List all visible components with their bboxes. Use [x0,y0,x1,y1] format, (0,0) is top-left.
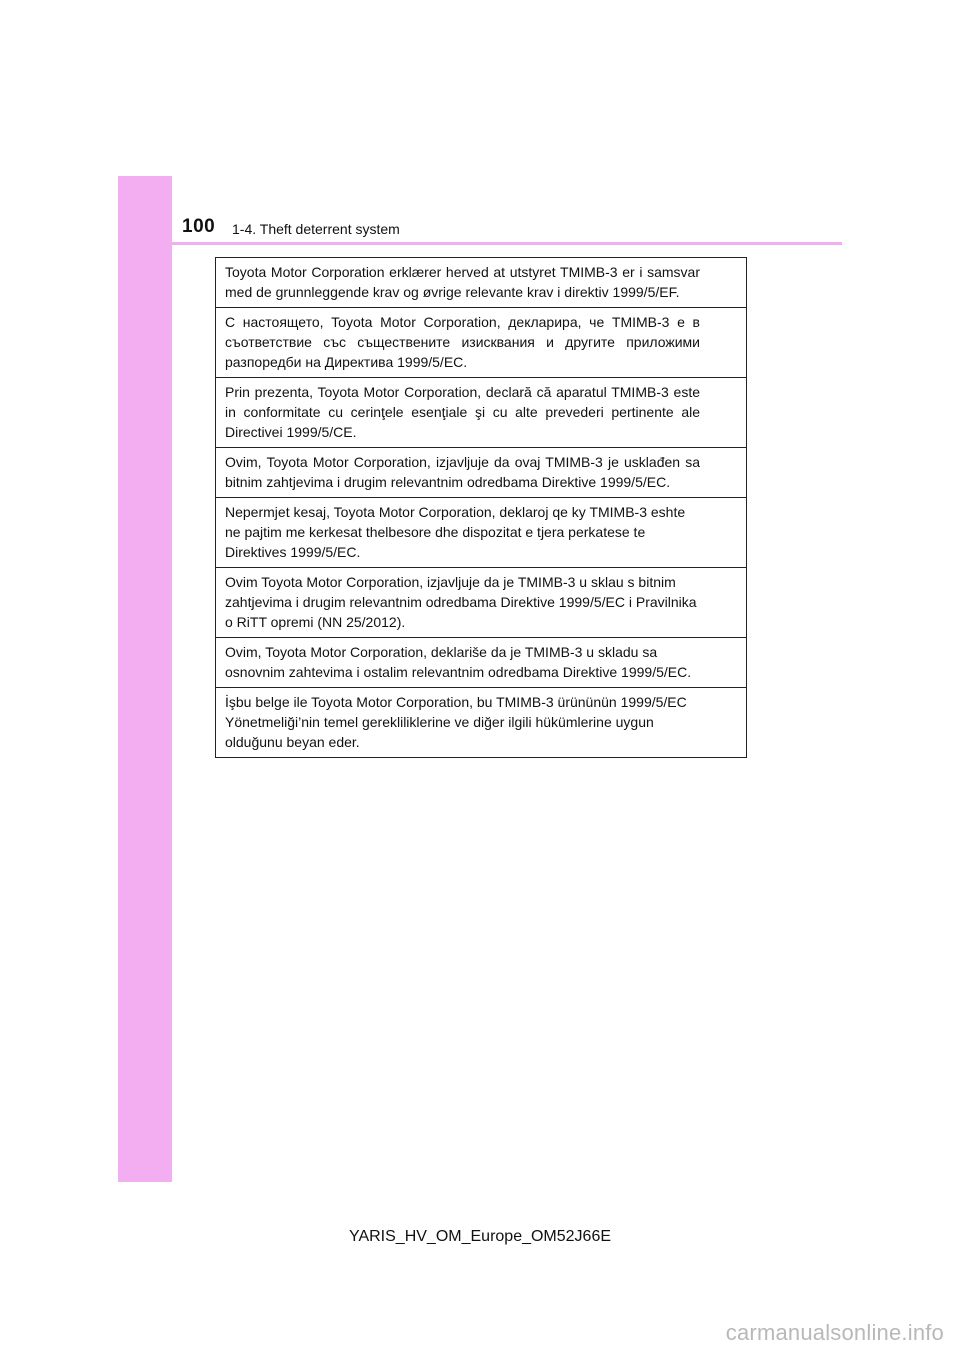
header-divider [172,242,842,245]
declaration-turkish: İşbu belge ile Toyota Motor Corporation, bu TMIMB-3 ürününün 1999/5/EC Yönetmeliği’nin temel gerekliliklerine ve diğer ilgili hükümlerine uygun olduğunu beyan eder. [216,687,746,757]
page-number: 100 [182,216,216,237]
declaration-norwegian: Toyota Motor Corporation erklærer herved at utstyret TMIMB-3 er i samsvar med de grunnleggende krav og øvrige relevante krav i direktiv 1999/5/EF. [225,264,700,300]
declaration-croatian: Ovim Toyota Motor Corporation, izjavljuje da je TMIMB-3 u sklau s bitnim zahtjevima i drugim relevantnim odredbama Direktive 1999/5/EC i Pravilnika o RiTT opremi (NN 25/2012). [216,567,746,637]
chapter-side-tab [118,176,172,1182]
watermark: carmanualsonline.info [725,1320,944,1345]
declaration-bosnian: Ovim, Toyota Motor Corporation, izjavljuje da ovaj TMIMB-3 je usklađen sa bitnim zahtjevima i drugim relevantnim odredbama Direktive 1999/5/EC. [216,447,746,497]
declaration-albanian: Nepermjet kesaj, Toyota Motor Corporation, deklaroj qe ky TMIMB-3 eshte ne pajtim me kerkesat thelbesore dhe dispozitat e tjera perkatese te Direktives 1999/5/EC. [216,497,746,567]
document-code: YARIS_HV_OM_Europe_OM52J66E [348,1228,612,1245]
declaration-bulgarian: С настоящето, Toyota Motor Corporation, декларира, че TMIMB-3 е в съответствие със съществените изисквания и другите приложими разпоредби на Директива 1999/5/EC. [216,307,746,377]
declaration-serbian: Ovim, Toyota Motor Corporation, deklariše da je TMIMB-3 u skladu sa osnovnim zahtevima i ostalim relevantnim odredbama Direktive 1999/5/EC. [216,637,746,687]
declaration-romanian: Prin prezenta, Toyota Motor Corporation, declară că aparatul TMIMB-3 este in conformitate cu cerinţele esenţiale şi cu alte prevederi pertinente ale Directivei 1999/5/CE. [216,377,746,447]
declaration-table [215,257,747,758]
section-title: 1-4. Theft deterrent system [232,221,400,237]
